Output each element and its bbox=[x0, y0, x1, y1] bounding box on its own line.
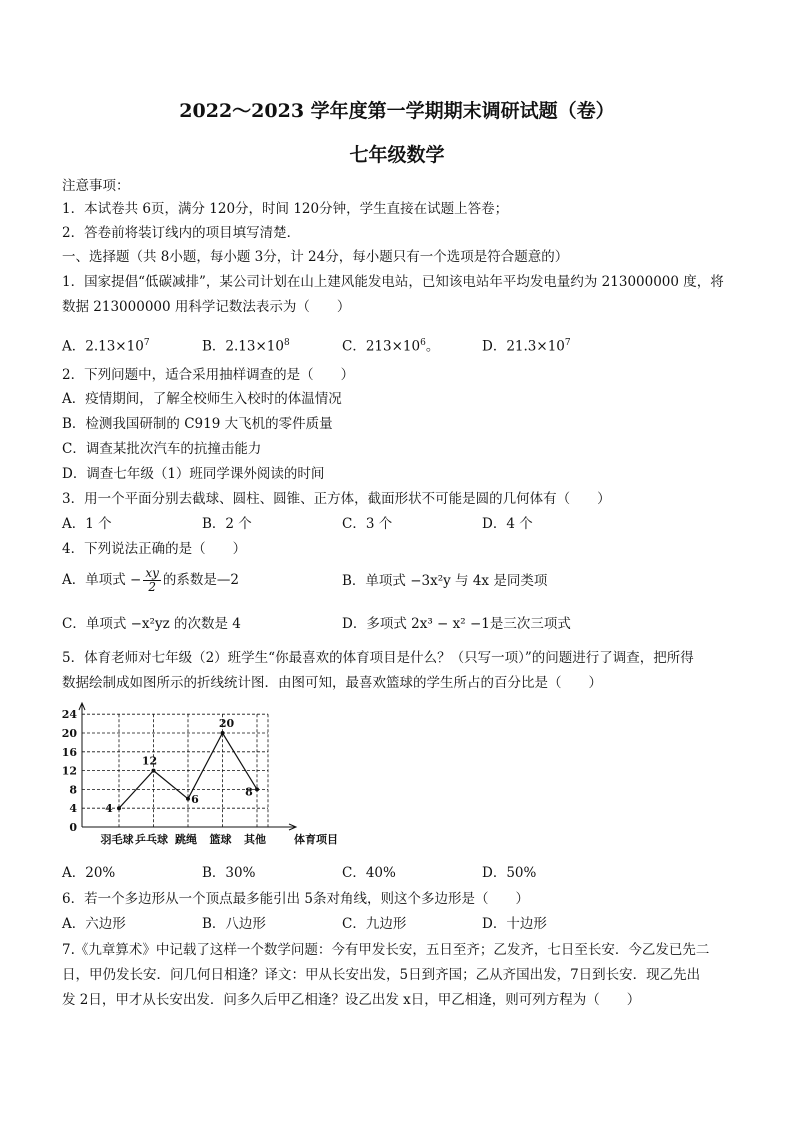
q7-stem-line3: 发 2日，甲才从长安出发．问多久后甲乙相逢？设乙出发 x日，甲乙相逢，则可列方程为（ ） bbox=[62, 992, 641, 1008]
x-axis-label: 体育项目 bbox=[294, 833, 338, 846]
q5-option-d: D．50% bbox=[482, 865, 537, 881]
exam-title: 2022～2023 学年度第一学期期末调研试题（卷） bbox=[179, 100, 615, 122]
data-point bbox=[255, 787, 259, 791]
y-tick-label: 4 bbox=[69, 802, 77, 816]
q2-option-d: D．调查七年级（1）班同学课外阅读的时间 bbox=[62, 466, 325, 482]
q4-option-b: B．单项式 −3x²y 与 4x 是同类项 bbox=[342, 573, 548, 589]
q3-stem: 3．用一个平面分别去截球、圆柱、圆锥、正方体，截面形状不可能是圆的几何体有（ ） bbox=[62, 491, 611, 507]
q1-stem-line2: 数据 213000000 用科学记数法表示为（ ） bbox=[62, 299, 351, 315]
x-tick-label: 跳绳 bbox=[175, 833, 197, 846]
q5-option-b: B．30% bbox=[202, 865, 256, 881]
data-label: 6 bbox=[191, 792, 199, 806]
data-point bbox=[221, 731, 225, 735]
q2-option-a: A．疫情期间，了解全校师生入校时的体温情况 bbox=[62, 391, 342, 407]
q3-option-a: A．1 个 bbox=[62, 516, 112, 532]
q7-stem-line2: 日，甲仍发长安．问几何日相逢？译文：甲从长安出发，5日到齐国；乙从齐国出发，7日到长安．现乙先出 bbox=[62, 967, 701, 983]
notice-heading: 注意事项： bbox=[62, 178, 130, 194]
q2-option-b: B．检测我国研制的 C919 大飞机的零件质量 bbox=[62, 416, 333, 432]
q3-option-b: B．2 个 bbox=[202, 516, 252, 532]
x-tick-label: 乒乓球 bbox=[135, 833, 168, 846]
q4-option-d: D．多项式 2x³ − x² −1是三次三项式 bbox=[342, 616, 571, 632]
data-label: 8 bbox=[245, 785, 253, 799]
q1-option-c: C．$213\times 10^6$。 bbox=[342, 338, 440, 355]
q6-option-c: C．九边形 bbox=[342, 916, 407, 932]
y-tick-label: 16 bbox=[61, 745, 77, 759]
data-label: 4 bbox=[105, 802, 113, 816]
section-heading: 一、选择题（共 8小题，每小题 3分，计 24分，每小题只有一个选项是符合题意的） bbox=[62, 249, 569, 265]
y-tick-label: 0 bbox=[69, 821, 77, 834]
y-tick-label: 8 bbox=[69, 783, 77, 797]
q3-option-d: D．4 个 bbox=[482, 516, 533, 532]
x-tick-label: 其他 bbox=[244, 833, 266, 846]
exam-subtitle: 七年级数学 bbox=[349, 144, 445, 166]
notice-item-2: 2．答卷前将装订线内的项目填写清楚． bbox=[62, 225, 301, 241]
q6-option-b: B．八边形 bbox=[202, 916, 266, 932]
x-tick-label: 篮球 bbox=[209, 833, 232, 846]
q2-option-c: C．调查某批次汽车的抗撞击能力 bbox=[62, 441, 262, 457]
q1-option-b: B．$2.13\times 10^8$ bbox=[202, 338, 290, 355]
y-tick-label: 24 bbox=[61, 708, 77, 722]
q4-fraction: $\frac{xy}{2}$ bbox=[145, 566, 159, 594]
q5-stem-line1: 5．体育老师对七年级（2）班学生“你最喜欢的体育项目是什么？（只写一项）”的问题进行了调查，把所得 bbox=[62, 650, 694, 666]
q5-option-a: A．20% bbox=[62, 865, 116, 881]
y-tick-label: 20 bbox=[61, 727, 77, 740]
data-point bbox=[186, 797, 190, 801]
notice-item-1: 1．本试卷共 6页，满分 120分，时间 120分钟，学生直接在试题上答卷； bbox=[62, 201, 509, 217]
q6-option-a: A．六边形 bbox=[62, 916, 126, 932]
data-label: 20 bbox=[218, 717, 235, 730]
y-tick-label: 12 bbox=[61, 764, 77, 778]
q1-stem-line1: 1．国家提倡“低碳减排”，某公司计划在山上建风能发电站，已知该电站年平均发电量约为 213000000 度，将 bbox=[62, 274, 724, 290]
q2-stem: 2．下列问题中，适合采用抽样调查的是（ ） bbox=[62, 367, 355, 383]
data-label: 12 bbox=[141, 754, 158, 768]
q4-stem: 4．下列说法正确的是（ ） bbox=[62, 541, 247, 557]
q5-stem-line2: 数据绘制成如图所示的折线统计图．由图可知，最喜欢篮球的学生所占的百分比是（ ） bbox=[62, 675, 602, 691]
q3-option-c: C．3 个 bbox=[342, 516, 393, 532]
data-point bbox=[117, 806, 121, 810]
line-chart bbox=[58, 700, 358, 852]
q6-option-d: D．十边形 bbox=[482, 916, 547, 932]
q6-stem: 6．若一个多边形从一个顶点最多能引出 5条对角线，则这个多边形是（ ） bbox=[62, 891, 529, 907]
q1-option-a: A．$2.13\times 10^7$ bbox=[62, 338, 150, 355]
x-tick-label: 羽毛球 bbox=[100, 833, 134, 846]
q5-option-c: C．40% bbox=[342, 865, 396, 881]
data-point bbox=[152, 769, 156, 773]
q7-stem-line1: 7.《九章算术》中记载了这样一个数学问题：今有甲发长安，五日至齐；乙发齐，七日至长安．今乙发已先二 bbox=[62, 942, 710, 958]
q4-option-c: C．单项式 −x²yz 的次数是 4 bbox=[62, 616, 241, 632]
q4-option-a: A．单项式 − $\frac{xy}{2}$ 的系数是—2 bbox=[62, 566, 239, 594]
q1-option-d: D．$21.3\times 10^7$ bbox=[482, 338, 571, 355]
